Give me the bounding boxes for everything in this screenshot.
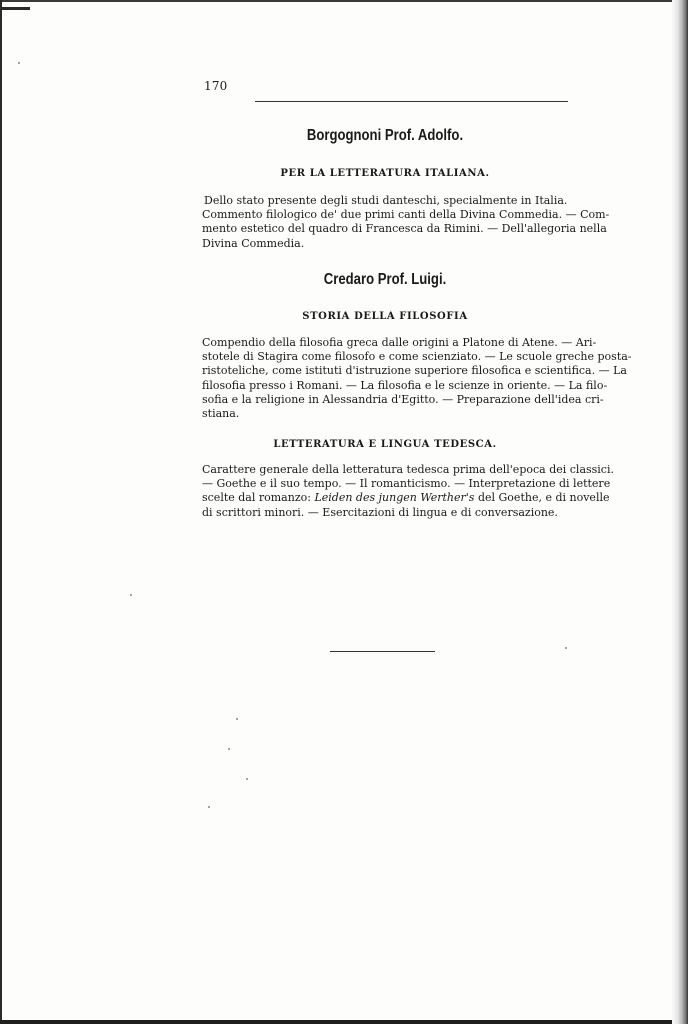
text-line: stiana. [202,407,240,421]
section-heading: PER LA LETTERATURA ITALIANA. [280,168,490,179]
novel-title: Leiden des jungen Werther's [314,491,475,505]
course-description [202,463,614,520]
scan-edge-mark [0,7,30,10]
text-line: Commento filologico de' due primi canti della Divina Commedia. — Com- [202,208,610,222]
text-line: di scrittori minori. — Esercitazioni di lingua e di conversazione. [202,505,558,519]
text-line: — Goethe e il suo tempo. — Il romanticismo. — Interpretazione di lettere [202,477,611,491]
scan-speck [130,594,132,596]
scan-speck [246,778,248,780]
text-line: sofia e la religione in Alessandria d'Egitto. — Preparazione dell'idea cri- [202,392,604,406]
text-line: Carattere generale della letteratura tedesca prima dell'epoca dei classici. [202,463,614,476]
text-line: mento estetico del quadro di Francesca da Rimini. — Dell'allegoria nella [202,222,607,236]
text-line: stotele di Stagira come filosofo e come scienziato. — Le scuole greche posta- [202,350,632,364]
text-line: Compendio della filosofia greca dalle origini a Platone di Atene. — Ari- [202,336,597,349]
author-heading: Borgognoni Prof. Adolfo. [306,127,464,144]
scan-speck [18,62,20,64]
scan-edge-left [0,0,2,1024]
text-line: Dello stato presente degli studi danteschi, specialmente in Italia. [204,194,568,207]
scan-speck [228,748,230,750]
text-line: Divina Commedia. [202,236,305,250]
scan-speck [565,647,567,649]
page-number: 170 [204,79,228,93]
text-line: ristoteliche, come istituti d'istruzione superiore filosofica e scientifica. — La [202,364,627,378]
end-rule [330,651,435,652]
scan-edge-bottom [0,1020,688,1024]
header-rule [255,101,568,102]
course-description [202,194,610,251]
section-heading: LETTERATURA E LINGUA TEDESCA. [273,439,497,450]
text-fragment: del Goethe, e di novelle [477,491,610,505]
author-heading: Credaro Prof. Luigi. [323,271,447,288]
text-line-with-title [202,491,610,505]
text-line: filosofia presso i Romani. — La filosofia e le scienze in oriente. — La filo- [202,378,608,392]
scan-edge-right [672,0,688,1024]
course-description [202,336,632,421]
section-heading: STORIA DELLA FILOSOFIA [302,311,468,322]
scan-edge-top [0,0,688,2]
scan-speck [236,718,238,720]
scan-speck [208,806,210,808]
text-fragment: scelte dal romanzo: [202,491,311,505]
